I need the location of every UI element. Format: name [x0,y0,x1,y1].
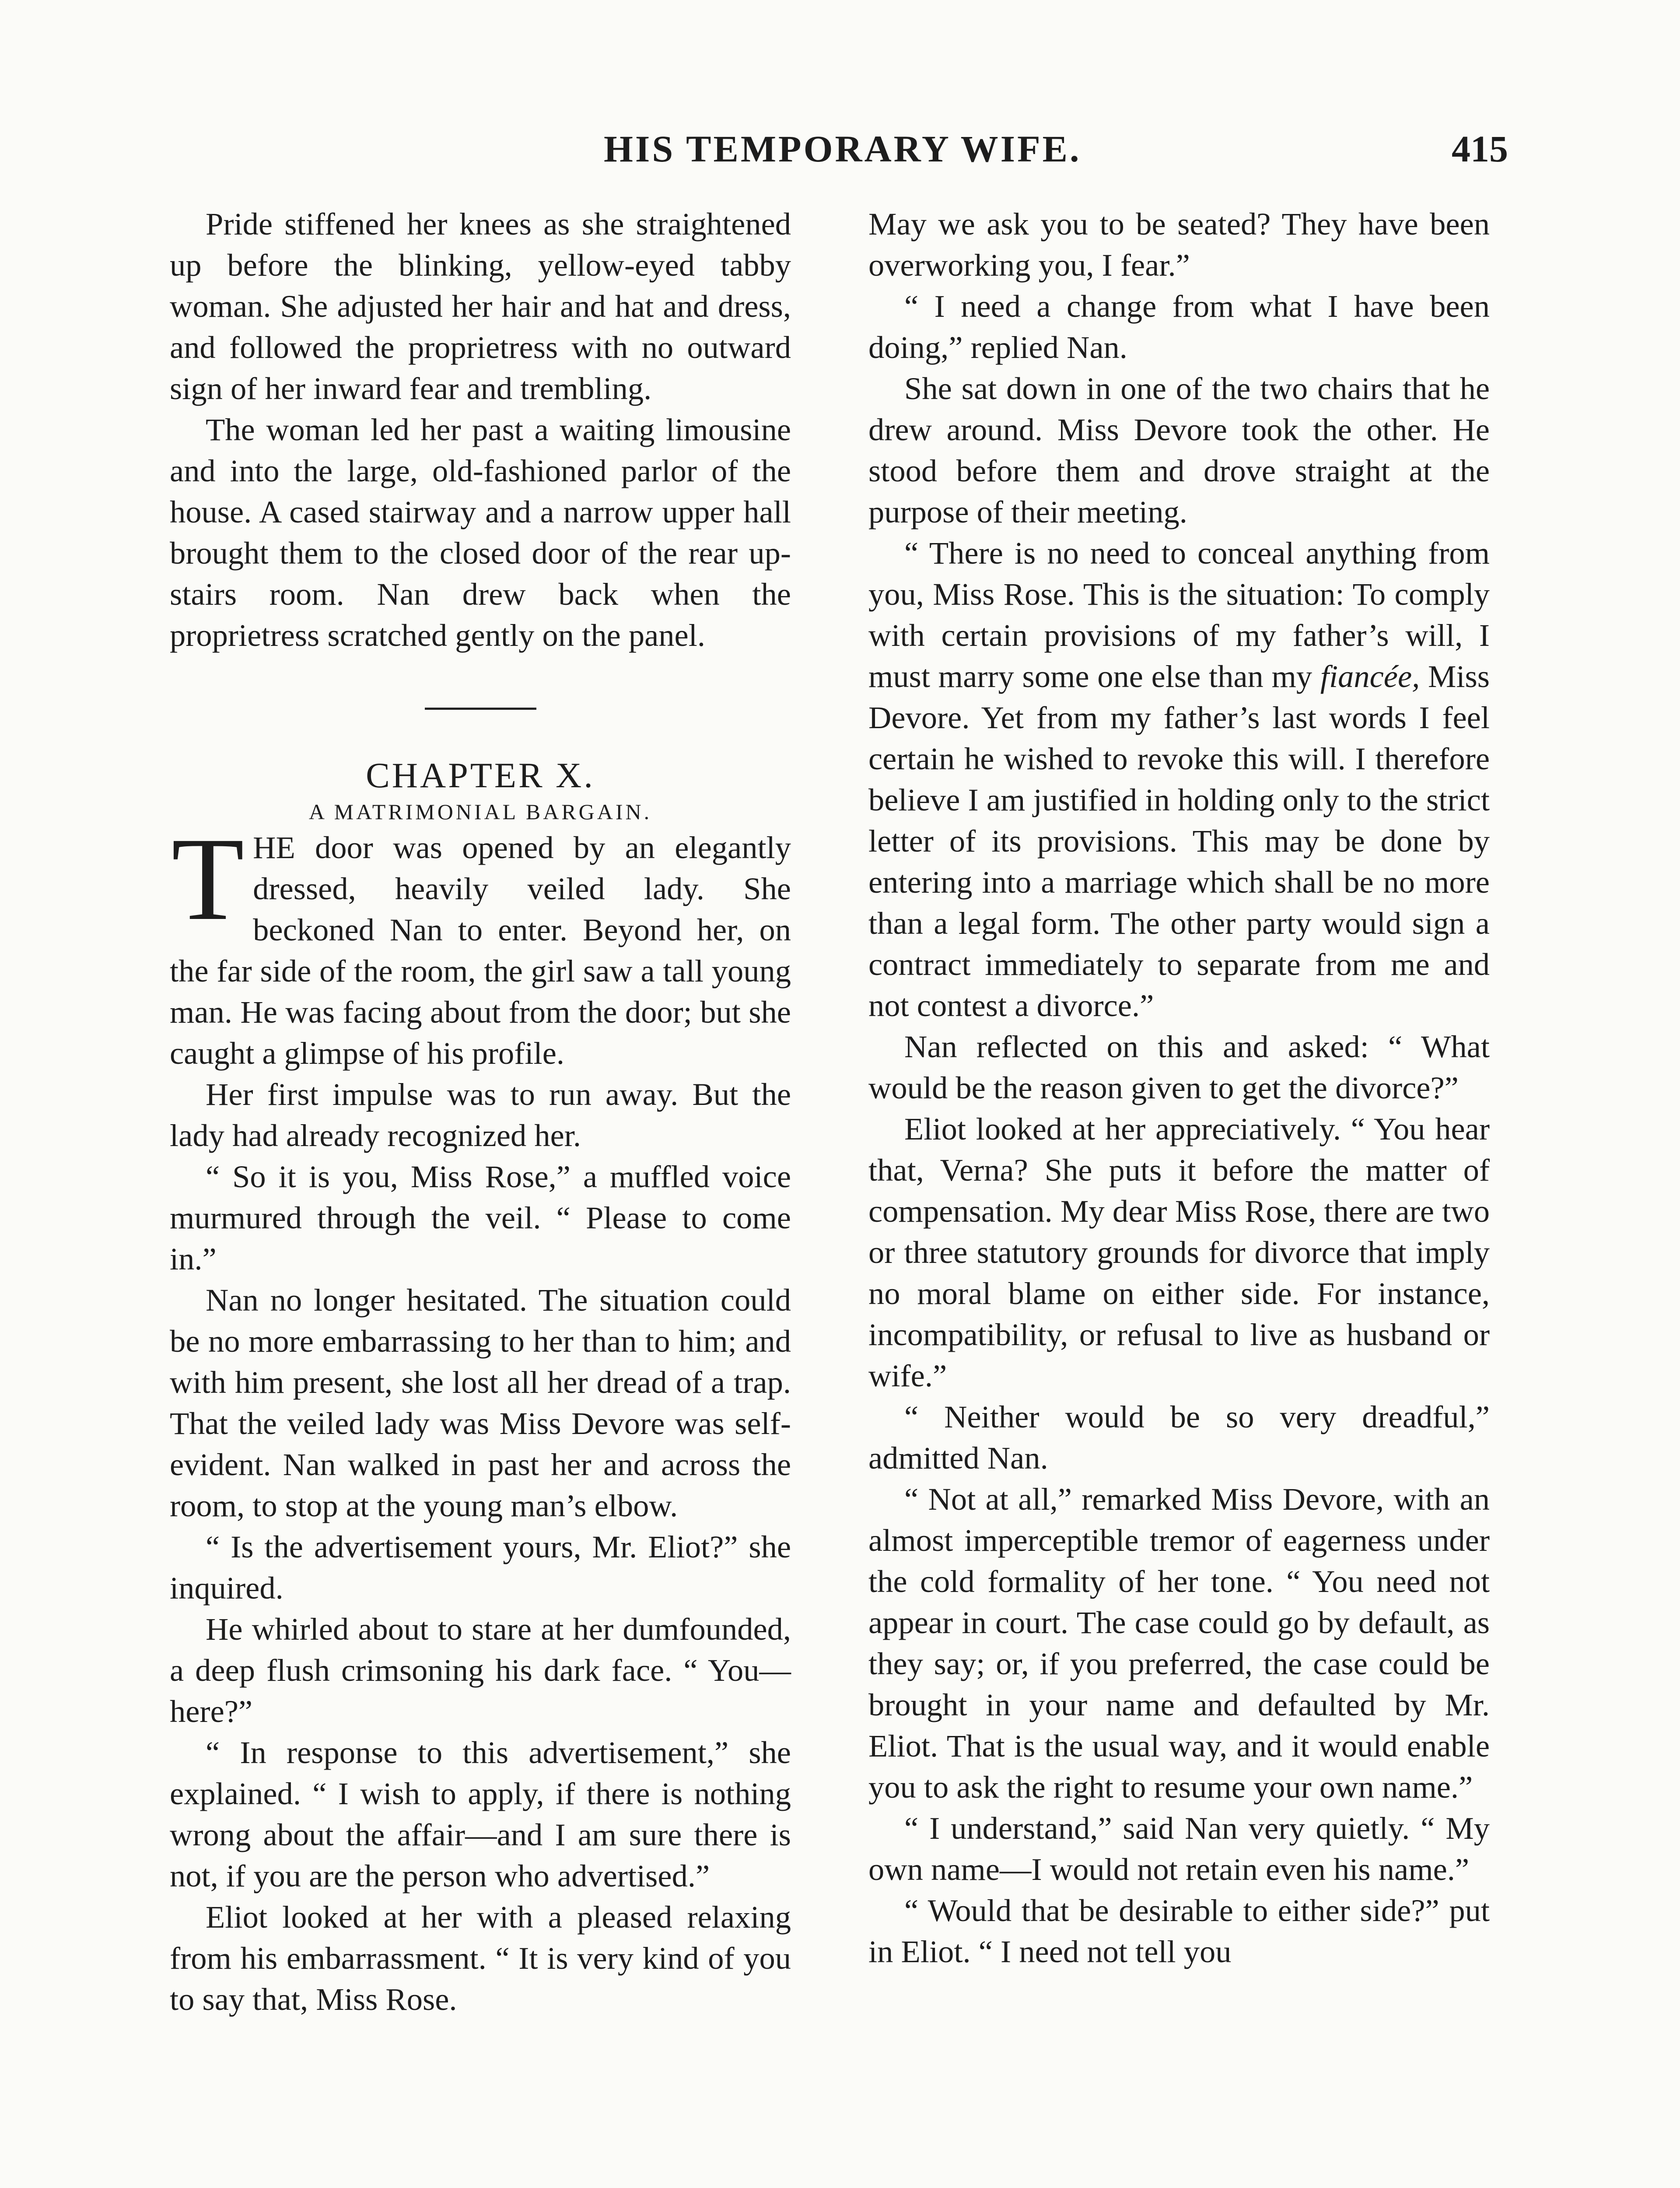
paragraph-text: HE door was opened by an elegantly dressed, heavily veiled lady. She beckoned Nan to enter. Beyond her, on the far side of the room, the girl saw a tall young man. He was facing about from the door; but she caught a glimpse of his profile. [170,830,791,1071]
paragraph: “ In response to this advertisement,” she explained. “ I wish to apply, if there is nothing wrong about the affair—and I am sure there is not, if you are the person who advertised.” [170,1735,791,1893]
paragraph: Pride stiffened her knees as she straightened up before the blinking, yellow-eyed tabby woman. She adjusted her hair and hat and dress, and followed the proprietress with no outward sign of her inward fear and trembling. [170,206,791,406]
paragraph: The woman led her past a waiting limousine and into the large, old-fashioned parlor of the house. A cased stairway and a narrow upper hall brought them to the closed door of the rear up-stairs room. Nan drew back when the proprietress scratched gently on the panel. [170,412,791,653]
paragraph: “ Would that be desirable to either side?” put in Eliot. “ I need not tell you [868,1893,1490,1969]
paragraph-text: “ There is no need to conceal anything from you, Miss Rose. This is the situation: To comply with certain provisions of my father’s will, I must marry some one else than my [868,535,1490,694]
right-text-column [868,203,1490,1972]
paragraph: Eliot looked at her with a pleased relaxing from his embarrassment. “ It is very kind of you to say that, Miss Rose. [170,1899,791,2017]
paragraph: “ I understand,” said Nan very quietly. “ My own name—I would not retain even his name.” [868,1810,1490,1887]
left-text-column [170,203,791,2020]
paragraph: “ Is the advertisement yours, Mr. Eliot?” she inquired. [170,1529,791,1606]
section-divider-rule [425,708,536,710]
chapter-title: CHAPTER X. [366,755,595,795]
paragraph: “ Neither would be so very dreadful,” admitted Nan. [868,1399,1490,1476]
paragraph: Her first impulse was to run away. But the lady had already recognized her. [170,1076,791,1153]
paragraph: Nan reflected on this and asked: “ What would be the reason given to get the divorce?” [868,1029,1490,1105]
paragraph: She sat down in one of the two chairs that he drew around. Miss Devore took the other. He stood before them and drove straight at the purpose of their meeting. [868,371,1490,529]
chapter-opening-paragraph [170,813,791,1074]
chapter-subtitle: A MATRIMONIAL BARGAIN. [308,799,652,824]
paragraph-continued: May we ask you to be seated? They have been overworking you, I fear.” [868,206,1490,283]
page-number: 415 [1452,128,1508,170]
paragraph-text: Miss Devore. Yet from my father’s last words I feel certain he wished to revoke this will. I therefore believe I am justified in holding only to the strict letter of its provisions. This may be done by entering into a marriage which shall be no more than a legal form. The other party would sign a contract immediately to separate from me and not contest a divorce.” [868,659,1490,1023]
paragraph: “ Not at all,” remarked Miss Devore, with an almost imperceptible tremor of eagerness under the cold formality of her tone. “ You need not appear in court. The case could go by default, as they say; or, if you preferred, the case could be brought in your name and defaulted by Mr. Eliot. That is the usual way, and it would enable you to ask the right to resume your own name.” [868,1481,1490,1805]
paragraph: Nan no longer hesitated. The situation could be no more embarrassing to her than to him; and with him present, she lost all her dread of a trap. That the veiled lady was Miss Devore was self-evident. Nan walked in past her and across the room, to stop at the young man’s elbow. [170,1282,791,1523]
paragraph: “ So it is you, Miss Rose,” a muffled voice murmured through the veil. “ Please to come in.” [170,1159,791,1276]
paragraph: Eliot looked at her appreciatively. “ You hear that, Verna? She puts it before the matter of compensation. My dear Miss Rose, there are two or three statutory grounds for divorce that imply no moral blame on either side. For instance, incompatibility, or refusal to live as husband or wife.” [868,1111,1490,1393]
paragraph: He whirled about to stare at her dumfounded, a deep flush crimsoning his dark face. “ You—here?” [170,1611,791,1729]
paragraph [868,533,1490,1026]
drop-cap-letter: T [172,813,245,945]
paragraph: “ I need a change from what I have been doing,” replied Nan. [868,288,1490,365]
italic-word: fiancée, [1320,659,1420,694]
running-head-title: HIS TEMPORARY WIFE. [604,128,1082,170]
